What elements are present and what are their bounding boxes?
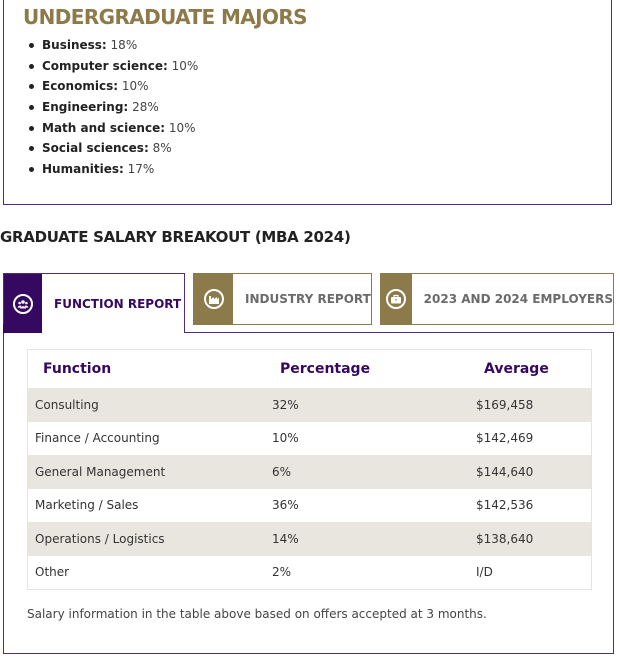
table-cell: Other [28,556,266,590]
table-cell: I/D [469,556,592,590]
table-cell: Consulting [28,388,266,422]
list-item: Business: 18% [25,35,198,56]
tab-label: INDUSTRY REPORT [245,292,371,306]
function-report-panel [3,332,614,654]
table-cell: Operations / Logistics [28,522,266,556]
table-cell: 10% [265,422,469,456]
briefcase-icon [386,289,406,309]
table-row [28,489,592,523]
table-row [28,522,592,556]
table-cell: $142,469 [469,422,592,456]
table-cell: $138,640 [469,522,592,556]
table-cell: General Management [28,455,266,489]
table-cell: 36% [265,489,469,523]
list-item: Computer science: 10% [25,56,198,77]
tab-icon-box [381,274,412,324]
table-cell: 14% [265,522,469,556]
tab-industry-report[interactable] [193,273,372,325]
people-group-icon [13,294,33,314]
tab-function-report[interactable] [3,273,185,333]
table-row [28,388,592,422]
salary-footnote: Salary information in the table above based on offers accepted at 3 months. [27,607,487,621]
table-cell: 2% [265,556,469,590]
factory-icon [204,289,224,309]
active-tab-notch [3,324,19,334]
column-header-average: Average [469,350,592,389]
list-item: Social sciences: 8% [25,138,198,159]
list-item: Math and science: 10% [25,118,198,139]
table-row [28,422,592,456]
majors-title: UNDERGRADUATE MAJORS [23,5,307,29]
column-header-function: Function [28,350,266,389]
table-cell: Marketing / Sales [28,489,266,523]
table-row [28,556,592,590]
majors-list [25,35,198,180]
tab-employers[interactable] [380,273,614,325]
table-row [28,455,592,489]
table-cell: 6% [265,455,469,489]
tab-label: 2023 AND 2024 EMPLOYERS [423,292,613,306]
column-header-percentage: Percentage [265,350,469,389]
tab-icon-box [194,274,233,324]
table-cell: Finance / Accounting [28,422,266,456]
table-cell: $142,536 [469,489,592,523]
table-cell: $144,640 [469,455,592,489]
tab-label: FUNCTION REPORT [54,296,182,311]
table-cell: $169,458 [469,388,592,422]
salary-section-heading: GRADUATE SALARY BREAKOUT (MBA 2024) [0,228,351,246]
table-cell: 32% [265,388,469,422]
list-item: Engineering: 28% [25,97,198,118]
salary-table [27,349,592,590]
list-item: Humanities: 17% [25,159,198,180]
list-item: Economics: 10% [25,76,198,97]
table-header-row [28,350,592,389]
